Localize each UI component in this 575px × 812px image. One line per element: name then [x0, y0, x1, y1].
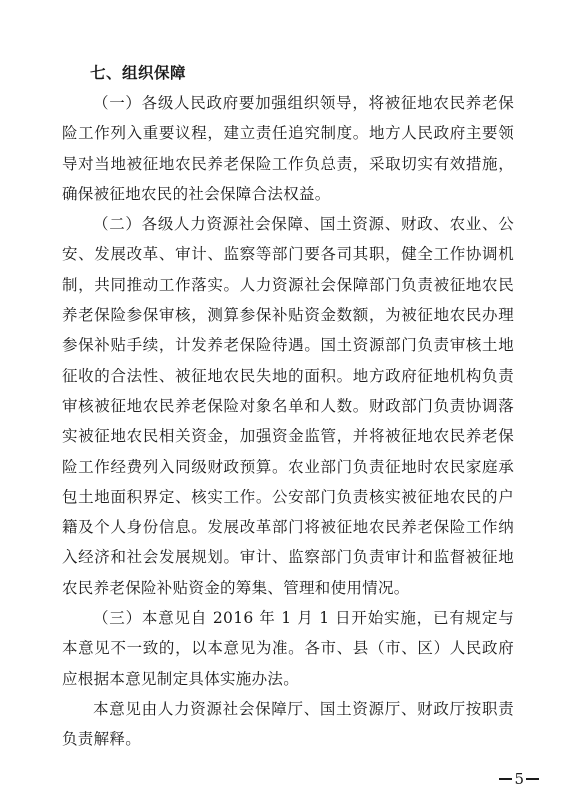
page-content: [62, 58, 514, 755]
section-heading: 七、组织保障: [90, 64, 187, 82]
paragraph-4: 本意见由人力资源社会保障厅、国土资源厅、财政厅按职责负责解释。: [62, 699, 514, 749]
paragraph-2: （二）各级人力资源社会保障、国土资源、财政、农业、公安、发展改革、审计、监察等部门要各司其职，健全工作协调机制，共同推动工作落实。人力资源社会保障部门负责被征地农民养老保险参保审核，测算参保补贴资金数额，为被征地农民办理参保补贴手续，计发养老保险待遇。国土资源部门负责审核土地征收的合法性、被征地农民失地的面积。地方政府征地机构负责审核被征地农民养老保险对象名单和人数。财政部门负责协调落实被征地农民相关资金，加强资金监管，并将被征地农民养老保险工作经费列入同级财政预算。农业部门负责征地时农民家庭承包土地面积界定、核实工作。公安部门负责核实被征地农民的户籍及个人身份信息。发展改革部门将被征地农民养老保险工作纳入经济和社会发展规划。审计、监察部门负责审计和监督被征地农民养老保险补贴资金的筹集、管理和使用情况。: [62, 215, 514, 597]
paragraph-3: （三）本意见自 2016 年 1 月 1 日开始实施，已有规定与本意见不一致的，以本意见为准。各市、县（市、区）人民政府应根据本意见制定具体实施办法。: [62, 609, 514, 688]
page-number: [499, 770, 539, 788]
page-number-dash-left: [499, 778, 512, 780]
page-number-value: 5: [514, 770, 524, 788]
page-number-dash-right: [526, 778, 539, 780]
paragraph-1: （一）各级人民政府要加强组织领导，将被征地农民养老保险工作列入重要议程，建立责任追究制度。地方人民政府主要领导对当地被征地农民养老保险工作负总责，采取切实有效措施，确保被征地农民的社会保障合法权益。: [62, 94, 514, 203]
